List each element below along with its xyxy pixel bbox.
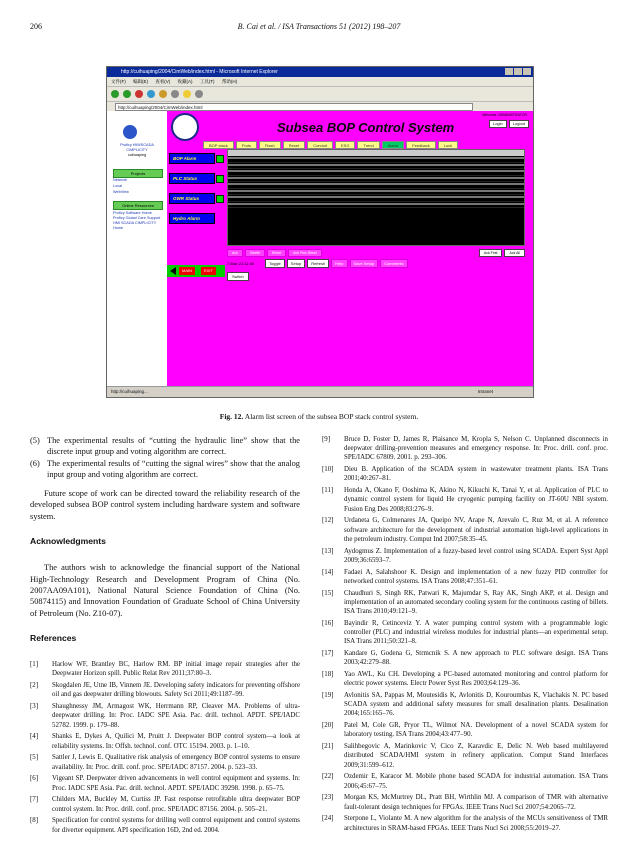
ref-number: [14] [322,568,334,576]
reference-item [30,660,300,678]
tab-feedback: Feedback [406,141,436,149]
gwr-status-button [169,193,215,204]
ref-number: [1] [30,661,39,669]
left-nav [107,111,167,387]
bop-app [167,111,533,387]
check-icon [216,175,224,183]
ref-number: [3] [30,703,39,711]
reference-item [322,649,608,667]
alarm-row [228,183,524,189]
help-button: Help [331,259,347,268]
reference-item [322,547,608,565]
reference-item [322,486,608,514]
figure-caption [0,412,638,421]
ack-button: Ack [227,249,243,257]
running-header [30,22,608,36]
close-icon [523,68,531,75]
logout-button: Logout [509,120,529,128]
ref-text: Vigeant SP. Deepwater driven advancements in well control equipment and systems. In: Proc. IADC SPE Asia. Pac. drill. technol. APDT. SPE/IADC 39298. 1998. p. 65–75. [52,775,300,792]
row-text [228,177,524,179]
browser-toolbar [107,87,533,102]
ref-text: Honda A, Okano F, Ooshima K, Akino N, Kikuchi K, Tanai Y, et al. Application of PLC to dynamic control system for liquid He cryogenic pumping facility on JT-60U NBI system. Fusion Eng Des 2008;83:276–9. [344,487,608,513]
browser-title-bar [107,67,533,77]
user-name: cuihuaping [127,153,147,157]
future-work-paragraph: Future scope of work can be directed toward the reliability research of the developed subsea BOP control system including hardware system and software system. [30,489,300,521]
alarm-grid-header [228,150,524,156]
ref-text: Yao AWL, Ku CH. Developing a PC-based automated monitoring and control platform for electric power systems. Electr Power Syst Res 2003;64:129–36. [344,671,608,688]
ref-number: [11] [322,487,334,495]
ref-text: Bruce D, Foster D, James R, Plaisance M, Kropla S, Nelson C. Unplanned disconnects in deepwater drilling-prevention measures and emergency response. In: Proc. drill. conf. proc. SPE/IADC 67809. 2001. p. 293–306. [344,436,608,462]
tab-alarm: Alarm [382,141,404,149]
tab-esg: ESG [335,141,355,149]
resource-link: Proficy Global Care Support [113,216,161,220]
journal-citation: B. Cai et al. / ISA Transactions 51 (2012) 198–207 [237,22,401,31]
bop-alarm-label: BOP Alarm [173,156,197,161]
ref-text: Avlonitis SA, Pappas M, Moutesidis K, Avlonitis D, Kouroumbas K, Vlachakis N. PC based SCADA system and additional safety measures for small desalination plants. Desalination 2004;165:165–76. [344,692,608,718]
alarm-row [228,170,524,176]
ack-plus-reset-button: Ack Plus Reset [288,249,322,257]
ref-number: [6] [30,775,39,783]
alarm-grid [227,149,525,246]
reference-item [322,814,608,832]
welcome-text: Welcome, ADMINISTRATOR [482,113,527,117]
row-text [228,170,524,172]
ref-number: [19] [322,692,334,700]
stop-icon [135,90,143,98]
alarm-tools-row [227,259,525,268]
bop-alarm-button [169,153,215,164]
alarm-row [228,164,524,170]
reference-item [322,691,608,719]
reference-item [30,681,300,699]
online-resources-button: Online Resources [113,201,163,210]
ref-text: Chaudhuri S, Singh RK, Patwari K, Majumdar S, Ray AK, Singh AKP, et al. Design and implementation of an automated secondary cooling system for the continuous casting of billets. ISA Trans 2010;49:121–9. [344,589,608,616]
plc-status-label: PLC Status [173,176,198,181]
delete-button: Delete [245,249,265,257]
alarm-side-buttons [169,153,215,233]
tab-lock: Lock [438,141,458,149]
app-header [167,111,533,141]
ref-number: [8] [30,817,39,825]
back-icon [111,90,119,98]
forward-icon [123,90,131,98]
ref-text: Dieu B. Application of the SCADA system in wastewater treatment plants. ISA Trans 2001;40:267–81. [344,466,608,483]
ref-number: [18] [322,671,334,679]
reference-item [30,753,300,771]
references-heading: References [30,632,77,643]
browser-menu [107,77,533,87]
menu-favorites: 收藏(A) [177,79,193,84]
refresh-button: Refresh [307,259,329,268]
reference-item [322,670,608,688]
proficy-brand [117,143,157,158]
reference-item [322,516,608,544]
reference-item [322,742,608,770]
alarm-row [228,157,524,163]
app-title: Subsea BOP Control System [277,120,455,135]
setup-button: Setup [287,259,305,268]
switch-button: Switch [227,272,249,281]
ack-paragraph: The authors wish to acknowledge the financial support of the National High-Technology Research and Development Program of China (No. 2007AA09A101), National Natural Science Foundation of China (No. 50874115) and Innovation Foundation of Graduate School of China University of Petroleum (No. Z10-07). [30,563,300,618]
caption-label: Fig. 12. [219,412,244,421]
menu-tools: 工具(T) [199,79,215,84]
reference-item [322,435,608,463]
tab-reset: Reset [283,141,305,149]
ref-text: Bayindir R, Cetinceviz Y. A water pumping control system with a programmable logic controller (PLC) and industrial wireless modules for industrial plants—an experimental setup. ISA Trans 2011;50:321–8. [344,619,608,646]
home-icon [159,90,167,98]
ref-number: [15] [322,589,334,597]
ack-all-button: Ack All [504,249,525,257]
reference-item [30,816,300,834]
app-tabs [195,141,533,149]
gwr-status-label: GWR Status [173,196,200,201]
ref-text: Patel M, Cole GR, Pryor TL, Wilmot NA. Development of a novel SCADA system for laboratory testing. ISA Trans 2004;43:477–90. [344,722,608,739]
ref-text: Sterpone L, Violante M. A new algorithm for the analysis of the MCUs sensitiveness of TMR architectures in SRAM-based FPGAs. IEEE Trans Nucl Sci 2008;55:2019–27. [344,815,608,832]
alarm-row [228,177,524,183]
ref-number: [21] [322,743,334,751]
ref-number: [20] [322,722,334,730]
menu-file: 文件(F) [111,79,126,84]
reference-item [30,702,300,730]
brand-text: Proficy HMI/SCADA CIMPLICITY [120,143,154,152]
tab-bop-stack: BOP stack [203,141,234,149]
projects-button: Projects [113,169,163,178]
menu-view: 查看(V) [155,79,171,84]
reference-list-left [30,660,300,835]
reference-item [322,721,608,739]
address-field: http://cuihuaping/2004/CimWeb/index.html [115,103,473,111]
ref-number: [9] [322,436,331,443]
left-column [30,435,300,837]
check-icon [216,155,224,163]
ack-heading: Acknowledgments [30,536,106,547]
alarm-actions-row [227,249,525,257]
ref-text: Childers MA, Buckley M, Curtiss JP. Fast response retrofitable ultra deepwater BOP control system. In: Proc. drill. conf. proc. SPE/IADC 87156. 2004. p. 505–21. [52,796,300,813]
ref-text: Aydogmus Z. Implementation of a fuzzy-based level control using SCADA. Expert Syst Appl 2009;36:6593–7. [344,547,608,564]
tab-trend: Trend [357,141,379,149]
login-button: Login [489,120,507,128]
row-text [228,196,524,198]
main-button: MAIN [179,267,195,275]
ref-number: [13] [322,547,334,555]
check-icon [216,195,224,203]
favorites-icon [183,90,191,98]
item-label: (6) [30,458,40,468]
ref-number: [12] [322,517,334,525]
list-item [30,435,300,458]
ref-number: [5] [30,754,39,762]
tab-pods: Pods [236,141,257,149]
toggle-button: Toggle [265,259,285,268]
exit-button: EXIT [201,267,216,275]
plc-status-button [169,173,215,184]
auth-buttons [489,120,529,128]
row-text [228,164,524,166]
figure-screenshot [106,66,534,398]
row-text [228,157,524,159]
nav-link-webview: WebView [113,190,129,194]
alarm-row [228,190,524,196]
ref-text: Shaughnessy JM, Armagost WK, Herrmann RP, Cleaver MA. Problems of ultra-deepwater drilling. In: Proc. IADC SPE Asia. Pac. drill. technol. APDT. SPE/IADC 52782. 1999. p. 179–88. [52,703,300,729]
ref-text: Morgan KS, McMurtrey DL, Pratt BH, Wirthlin MJ. A comparison of TMR with alternative fault-tolerant design techniques for FPGAs. IEEE Trans Nucl Sci 2007;54:2065–72. [344,794,608,811]
page-number: 206 [30,22,42,31]
row-text [228,203,524,205]
ref-text: Shanks E, Dykes A, Quilici M, Pruitt J. Deepwater BOP control system—a look at reliability systems. In: Offsh. technol. conf. OTC 15194. 2003. p. 1–10. [52,733,300,750]
nav-link-network: Network [113,178,127,182]
ref-number: [10] [322,466,334,474]
ref-number: [2] [30,682,39,690]
arrow-left-icon [170,267,176,275]
ref-text: Sattler J, Lewis E. Qualitative risk analysis of emergency BOP control systems to ensure availability. In: Proc. drill. conf. proc. SPE/IADC 87157. 2004. p. 523–33. [52,754,300,771]
status-text: http://cuihuaping... [111,389,148,394]
search-icon [171,90,179,98]
reference-item [30,732,300,750]
ref-text: Ozdemir E, Karacor M. Mobile phone based SCADA for industrial automation. ISA Trans 2006;45:67–75. [344,773,608,790]
comments-button: Comments [380,259,407,268]
menu-help: 帮助(H) [221,79,238,84]
reference-item [30,774,300,792]
resource-links [113,211,161,231]
resource-link: Proficy Software Home [113,211,152,215]
row-text [228,190,524,192]
reset-button: Reset [267,249,286,257]
ref-text: Kandare G, Godena G, Strmcnik S. A new approach to PLC software design. ISA Trans 2003;42:279–88. [344,650,608,667]
reference-item [322,568,608,586]
refresh-icon [147,90,155,98]
window-controls [505,68,531,75]
reference-item [322,772,608,790]
ref-number: [7] [30,796,39,804]
minimize-icon [505,68,513,75]
reference-item [322,589,608,617]
nav-link-local: Local [113,184,123,188]
reference-item [322,465,608,483]
caption-text: Alarm list screen of the subsea BOP stack control system. [244,412,419,421]
row-text [228,183,524,185]
ref-number: [22] [322,773,334,781]
item-label: (5) [30,436,40,445]
browser-title: http://cuihuaping/2004/CimWeb/index.html - Microsoft Internet Explorer [121,69,278,75]
browser-page [107,111,533,387]
maximize-icon [514,68,522,75]
resource-link: HMI SCADA CIMPLICITY Home [113,221,157,230]
ack-first-button: Ack First [479,249,503,257]
ref-number: [4] [30,733,39,741]
list-item [30,458,300,481]
item-text: The experimental results of “cutting the signal wires” show that the analog input group and voting algorithm are correct. [47,458,300,479]
ref-number: [23] [322,794,334,802]
browser-status-bar [107,386,533,397]
item-text: The experimental results of “cutting the hydraulic line” show that the discrete input group and voting algorithm are correct. [47,436,300,457]
ref-text: Specification for control systems for drilling well control equipment and control systems for diverter equipment. API specification 16D, 2nd ed. 2004. [52,817,300,834]
hydro-alarm-label: Hydro Alarm [173,216,200,221]
status-zone: Intranet [477,389,493,394]
reference-item [322,793,608,811]
nav-links [113,177,129,195]
hydro-alarm-button [169,213,215,224]
main-exit-bar [167,265,225,277]
ref-text: Salihbegovic A, Marinkovic V, Cico Z, Karavdic E, Delic N. Web based multilayered distributed SCADA/HMI system in refinery application. Comput Stand Interfaces 2009;31:599–612. [344,743,608,769]
ref-text: Urdaneta G, Colmenares JA, Queipo NV, Arape N, Arevalo C, Ruz M, et al. A reference software architecture for the development of industrial automation high-level applications in the petroleum industry. Comput Ind 2007;58:35–45. [344,517,608,543]
app-logo-icon [171,113,199,141]
ge-logo-icon [123,125,137,139]
save-setup-button: Save Setup [350,259,379,268]
ref-text: Fadaei A, Salahshoor K. Design and implementation of a new fuzzy PID controller for networked control systems. ISA Trans 2008;47:351–61. [344,568,608,585]
alarm-timestamp: 7-Mar 23:11:48 [227,261,254,266]
ref-number: [24] [322,815,334,823]
ref-number: [17] [322,650,334,658]
ref-text: Skogdalen JE, Utne IB, Vinnem JE. Developing safety indicators for preventing offshore oil and gas deepwater drilling blowouts. Safety Sci 2011;49:1187–99. [52,682,300,699]
alarm-row [228,203,524,209]
right-column [322,435,608,835]
menu-edit: 编辑(E) [133,79,149,84]
history-icon [195,90,203,98]
ref-text: Harlow WF, Brantley BC, Harlow RM. BP initial image repair strategies after the Deepwater Horizon spill. Public Relat Rev 2011;37:80–3. [52,661,300,678]
tab-conduit: Conduit [307,141,333,149]
alarm-row [228,196,524,202]
reference-item [322,619,608,647]
reference-item [30,795,300,813]
ref-number: [16] [322,619,334,627]
tab-flash: Flash [259,141,281,149]
